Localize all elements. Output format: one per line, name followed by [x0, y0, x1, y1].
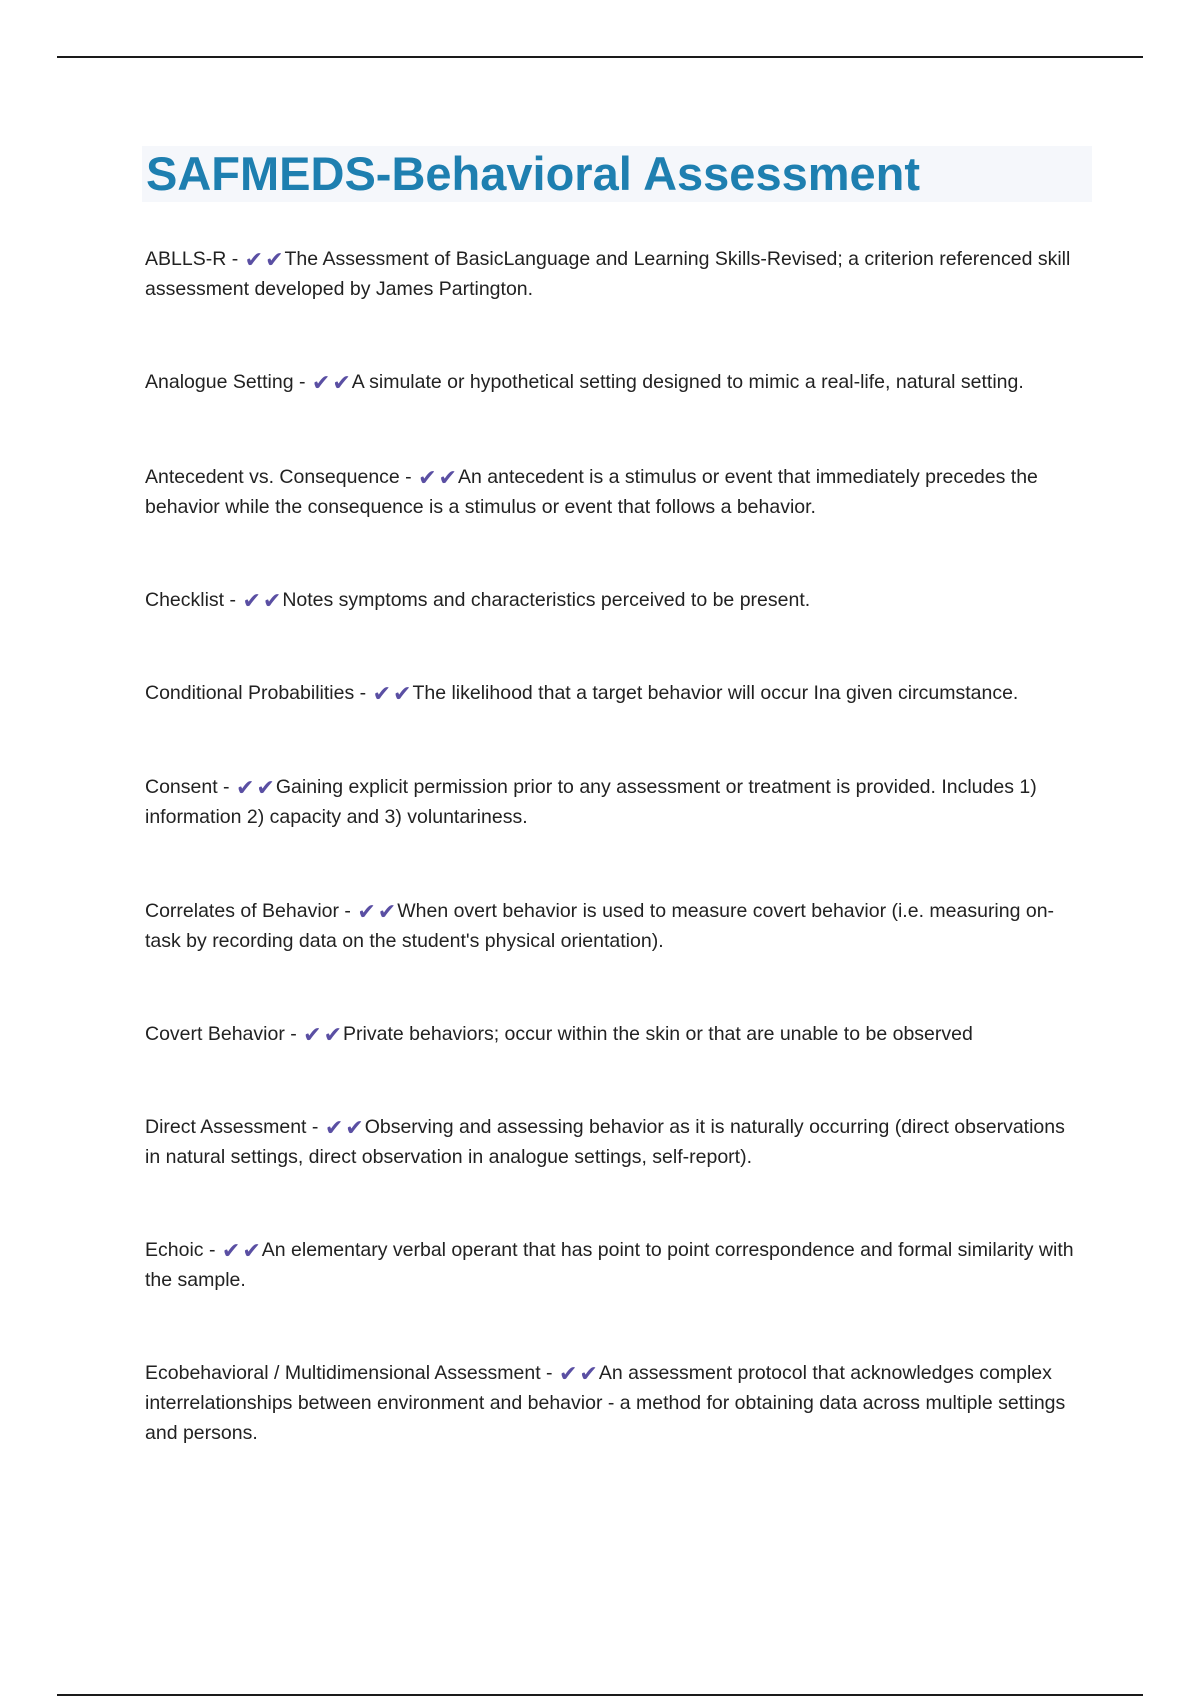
term: Echoic: [145, 1239, 204, 1261]
definition: An elementary verbal operant that has point to point correspondence and formal similarity with the sample.: [145, 1239, 1074, 1291]
definition: Gaining explicit permission prior to any assessment or treatment is provided. Includes 1) information 2) capacity and 3) voluntariness.: [145, 776, 1037, 828]
separator: -: [217, 776, 235, 798]
term: Antecedent vs. Consequence: [145, 466, 400, 488]
double-check-icon: ✔✔: [221, 1238, 261, 1263]
list-item: [145, 585, 1085, 615]
term: Correlates of Behavior: [145, 900, 340, 922]
definition: Notes symptoms and characteristics perceived to be present.: [282, 589, 811, 611]
separator: -: [226, 248, 244, 270]
list-item: [145, 462, 1085, 522]
double-check-icon: ✔✔: [558, 1361, 598, 1386]
separator: -: [224, 589, 242, 611]
definition: The likelihood that a target behavior will occur Ina given circumstance.: [412, 682, 1019, 704]
list-item: [145, 1112, 1085, 1172]
term: Consent: [145, 776, 218, 798]
list-item: [145, 678, 1085, 708]
separator: -: [354, 682, 372, 704]
double-check-icon: ✔✔: [418, 465, 457, 490]
list-item: [145, 1235, 1085, 1295]
term: Conditional Probabilities: [145, 682, 355, 704]
definition: The Assessment of BasicLanguage and Learning Skills-Revised; a criterion referenced skill assessment developed by James Partington.: [145, 248, 1071, 300]
list-item: [145, 244, 1085, 304]
definition: An antecedent is a stimulus or event that immediately precedes the behavior while the consequence is a stimulus or event that follows a behavior.: [145, 466, 1038, 518]
term: ABLLS-R: [145, 248, 227, 270]
term: Analogue Setting: [145, 371, 294, 393]
term: Ecobehavioral / Multidimensional Assessment: [145, 1362, 541, 1384]
double-check-icon: ✔✔: [324, 1115, 364, 1140]
double-check-icon: ✔✔: [372, 681, 412, 706]
page-title: SAFMEDS-Behavioral Assessment: [146, 147, 921, 200]
bottom-rule: [57, 1694, 1143, 1696]
definition: An assessment protocol that acknowledges complex interrelationships between environment and behavior - a method for obtaining data across multiple settings and persons.: [145, 1362, 1066, 1444]
separator: -: [284, 1023, 303, 1045]
list-item: [145, 367, 1085, 397]
double-check-icon: ✔✔: [242, 588, 282, 613]
double-check-icon: ✔✔: [357, 899, 397, 924]
separator: -: [540, 1362, 558, 1384]
list-item: [145, 1358, 1085, 1448]
list-item: [145, 1019, 1085, 1049]
list-item: [145, 772, 1085, 832]
separator: -: [339, 900, 357, 922]
separator: -: [306, 1116, 324, 1138]
definition: Private behaviors; occur within the skin or that are unable to be observed: [343, 1023, 973, 1045]
separator: -: [399, 466, 418, 488]
definition: A simulate or hypothetical setting designed to mimic a real-life, natural setting.: [351, 371, 1024, 393]
term: Covert Behavior: [145, 1023, 285, 1045]
term: Checklist: [145, 589, 225, 611]
separator: -: [203, 1239, 221, 1261]
separator: -: [293, 371, 311, 393]
double-check-icon: ✔✔: [303, 1022, 343, 1047]
double-check-icon: ✔✔: [244, 247, 284, 272]
top-rule: [57, 56, 1143, 58]
double-check-icon: ✔✔: [311, 370, 351, 395]
definition: When overt behavior is used to measure covert behavior (i.e. measuring on-task by recording data on the student's physical orientation).: [145, 900, 1055, 952]
list-item: [145, 896, 1085, 956]
definition: Observing and assessing behavior as it is naturally occurring (direct observations in natural settings, direct observation in analogue settings, self-report).: [145, 1116, 1065, 1168]
double-check-icon: ✔✔: [235, 775, 275, 800]
term: Direct Assessment: [145, 1116, 307, 1138]
